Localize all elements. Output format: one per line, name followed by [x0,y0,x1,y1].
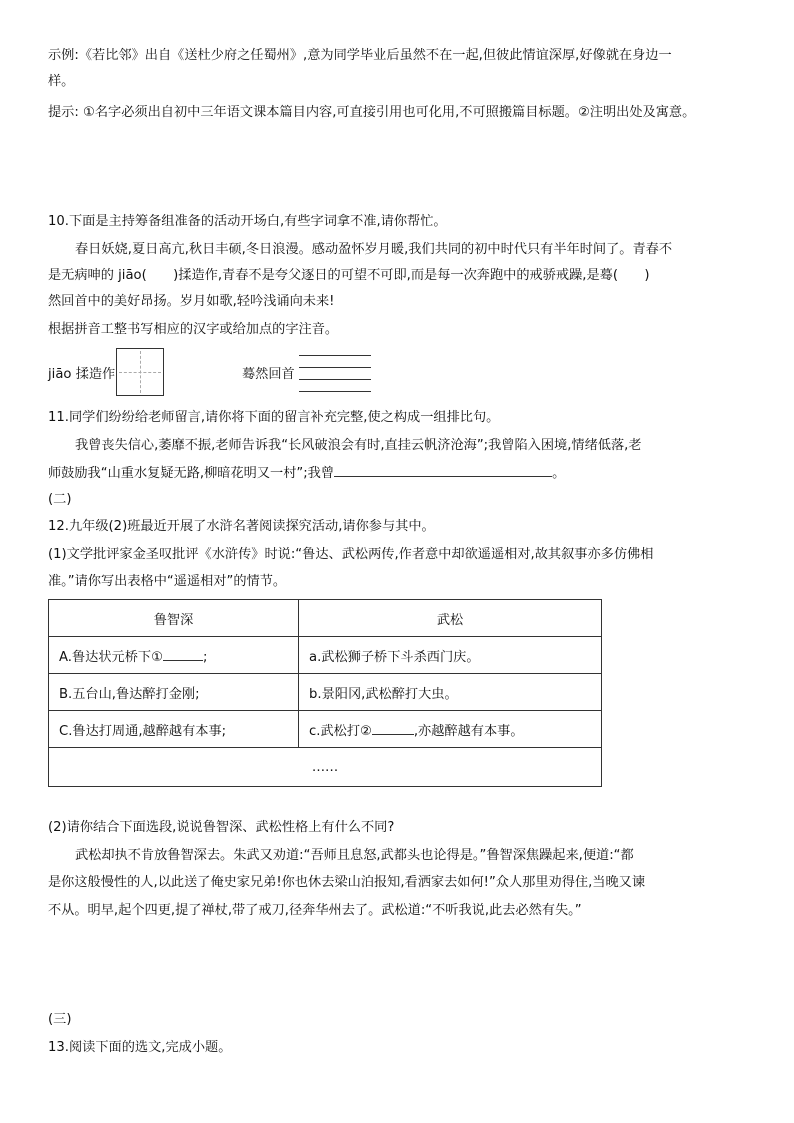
q12-title: 12.九年级(2)班最近开展了水浒名著阅读探究活动,请你参与其中。 [48,519,435,534]
cell-a: A.鲁达状元桥下① ; [49,637,299,674]
q12-excerpt-line-1: 武松却执不肯放鲁智深去。朱武又劝道:“吾师且息怒,武都头也论得是。”鲁智深焦躁起来,便道:“都 [75,848,634,863]
table-row-ellipsis [49,748,602,787]
header-wu-song: 武松 [299,600,602,637]
mo-answer-line-4[interactable] [299,391,371,392]
cell-b: B.五台山,鲁达醉打金刚; [49,674,299,711]
q13-title: 13.阅读下面的选文,完成小题。 [48,1040,232,1055]
hint-line: 提示: ①名字必须出自初中三年语文课本篇目内容,可直接引用也可化用,不可照搬篇目标题。②注明出处及寓意。 [48,105,696,120]
cell-c-lower: c.武松打② ,亦越醉越有本事。 [299,711,602,748]
q11-passage-line-2 [48,463,748,484]
table-header-row [49,600,602,637]
jiao-writing-grid[interactable] [116,348,164,396]
q11-passage-text: 师鼓励我“山重水复疑无路,柳暗花明又一村”;我曾 [48,466,335,481]
q10-passage-line-2: 是无病呻的 jiāo( )揉造作,青春不是夸父逐日的可望不可即,而是每一次奔跑中的戒骄戒躁,是蓦( ) [48,268,650,283]
q12-part1-line-1: (1)文学批评家金圣叹批评《水浒传》时说:“鲁达、武松两传,作者意中却欲遥遥相对,故其叙事亦多仿佛相 [48,547,654,562]
comparison-table [48,599,602,787]
header-lu-zhishen: 鲁智深 [49,600,299,637]
section-2-heading: (二) [48,492,72,507]
table-row [49,674,602,711]
example-line-2: 样。 [48,74,75,89]
mo-answer-line-3[interactable] [299,379,371,380]
q11-title: 11.同学们纷纷给老师留言,请你将下面的留言补充完整,使之构成一组排比句。 [48,410,500,425]
example-line-1: 示例:《若比邻》出自《送杜少府之任蜀州》,意为同学毕业后虽然不在一起,但彼此情谊深厚,好像就在身边一 [48,48,672,63]
q10-title: 10.下面是主持筹备组准备的活动开场白,有些字词拿不准,请你帮忙。 [48,214,447,229]
cell-b-lower: b.景阳冈,武松醉打大虫。 [299,674,602,711]
mo-answer-line-1[interactable] [299,355,371,356]
q10-passage-line-1: 春日妖娆,夏日高亢,秋日丰硕,冬日浪漫。感动盈怀岁月暖,我们共同的初中时代只有半年时间了。青春不 [75,242,673,257]
q12-part2-title: (2)请你结合下面选段,说说鲁智深、武松性格上有什么不同? [48,820,395,835]
q12-part1-line-2: 准。”请你写出表格中“遥遥相对”的情节。 [48,574,287,589]
table-row [49,637,602,674]
mo-answer-line-2[interactable] [299,367,371,368]
q11-answer-blank[interactable] [334,463,552,477]
q11-period: 。 [552,466,566,481]
mo-label: 蓦然回首 [242,367,295,382]
cell-c: C.鲁达打周通,越醉越有本事; [49,711,299,748]
q11-passage-line-1: 我曾丧失信心,萎靡不振,老师告诉我“长风破浪会有时,直挂云帆济沧海”;我曾陷入困境,情绪低落,老 [75,438,642,453]
q10-passage-line-3: 然回首中的美好昂扬。岁月如歌,轻吟浅诵向未来! [48,294,335,309]
q12-excerpt-line-3: 不从。明早,起个四更,提了禅杖,带了戒刀,径奔华州去了。武松道:“不听我说,此去必然有失。” [48,903,582,918]
table-row [49,711,602,748]
jiao-label: jiāo 揉造作 [48,367,116,382]
q10-instruction: 根据拼音工整书写相应的汉字或给加点的字注音。 [48,322,339,337]
cell-a-lower: a.武松狮子桥下斗杀西门庆。 [299,637,602,674]
blank-2[interactable] [372,721,414,735]
blank-1[interactable] [163,647,203,661]
q12-excerpt-line-2: 是你这般慢性的人,以此送了俺史家兄弟!你也休去梁山泊报知,看洒家去如何!”众人那里劝得住,当晚又谏 [48,875,646,890]
section-3-heading: (三) [48,1012,72,1027]
ellipsis-cell: …… [49,748,602,787]
